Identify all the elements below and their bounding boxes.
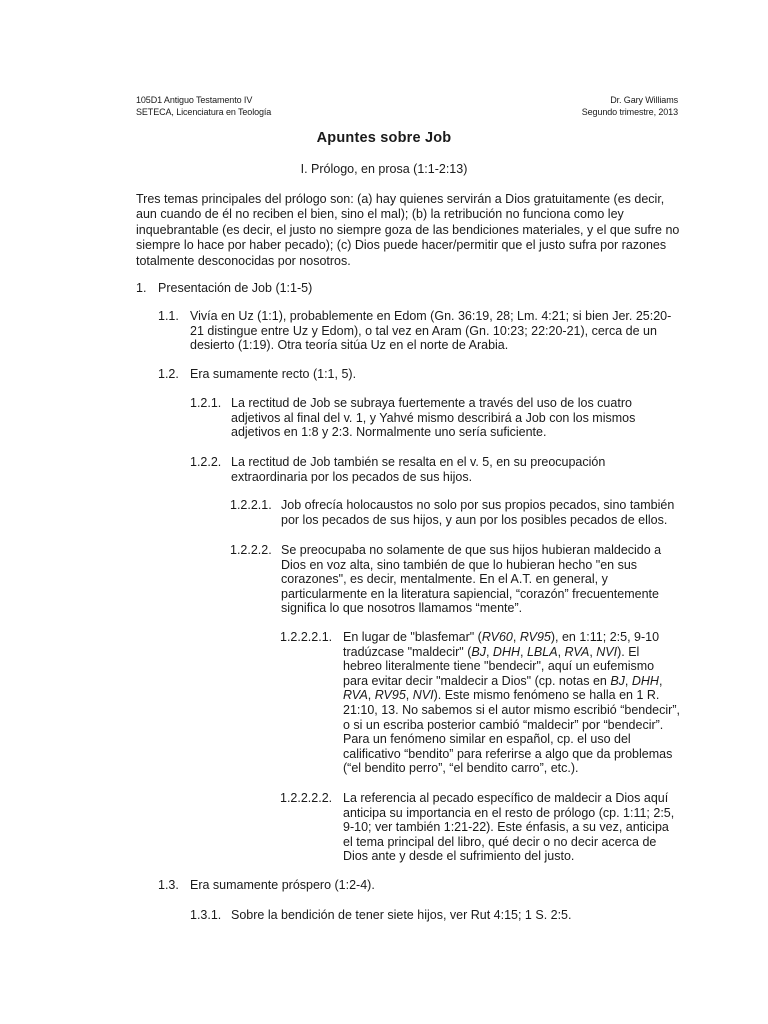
intro-paragraph: Tres temas principales del prólogo son: (a) hay quienes servirán a Dios gratuitamente (es decir, aun cuando de él no reciben el bien, sino el mal); (b) la retribución no funciona como ley inquebrantable (es decir, el justo no siempre goza de las bendiciones materiales, y el que sufre no siempre lo hace por haber pecado); (c) Dios puede hacer/permitir que el justo sufra por razones totalmente desconocidas por nosotros. [136, 192, 680, 268]
instructor-name: Dr. Gary Williams [610, 95, 678, 105]
item-text: Era sumamente recto (1:1, 5). [190, 367, 357, 381]
instructor-header [582, 94, 678, 118]
item-text: Job ofrecía holocaustos no solo por sus propios pecados, sino también por los pecados de sus hijos, y aun por los posibles pecados de ellos. [281, 498, 675, 527]
text-run: , [512, 630, 520, 644]
text-run: , [367, 688, 375, 703]
version-abbr: NVI [412, 688, 434, 703]
version-abbr: BJ [471, 644, 486, 659]
course-header [136, 94, 271, 118]
outline-item-1-2-2-2-2 [280, 791, 680, 864]
item-text: Vivía en Uz (1:1), probablemente en Edom (Gn. 36:19, 28; Lm. 4:21; si bien Jer. 25:20-21 distingue entre Uz y Edom), o tal vez en Aram (Gn. 10:23; 22:20-21), cerca de un desierto (1:19). Otra teoría sitúa Uz en el norte de Arabia. [190, 309, 672, 353]
item-text: La rectitud de Job se subraya fuertemente a través del uso de los cuatro adjetivos al final del v. 1, y Yahvé mismo describirá a Job con los mismos adjetivos en 1:8 y 2:3. Normalmente uno sería suficiente. [231, 396, 636, 440]
version-abbr: BJ [610, 673, 625, 688]
text-run: , [589, 644, 597, 659]
item-text: Presentación de Job (1:1-5) [158, 281, 313, 295]
text-run: , [520, 644, 527, 659]
version-abbr: RVA [343, 688, 368, 703]
text-run: En lugar de "blasfemar" ( [343, 630, 482, 644]
text-run: , [557, 644, 565, 659]
item-number: 1.2.2. [190, 455, 222, 469]
version-abbr: RV95 [374, 688, 406, 703]
item-text [343, 630, 680, 776]
outline-item-1-3-1 [190, 908, 650, 923]
outline-item-1-1 [158, 309, 681, 353]
text-run: , [624, 673, 632, 688]
outline-item-1-2-2-1 [230, 498, 676, 527]
version-abbr: DHH [492, 644, 521, 659]
outline-item-1 [136, 281, 681, 296]
item-text: Sobre la bendición de tener siete hijos, ver Rut 4:15; 1 S. 2:5. [231, 908, 572, 922]
text-run: , [658, 673, 663, 688]
text-run: , [485, 644, 493, 659]
item-number: 1.2.2.2. [230, 543, 272, 557]
version-abbr: RV95 [519, 630, 551, 644]
course-code: 105D1 Antiguo Testamento IV [136, 95, 253, 105]
item-number: 1.3.1. [190, 908, 222, 922]
outline-item-1-2-2 [190, 455, 650, 484]
item-number: 1.2.1. [190, 396, 222, 410]
item-number: 1.1. [158, 309, 179, 323]
item-text: Era sumamente próspero (1:2-4). [190, 878, 375, 892]
section-heading: I. Prólogo, en prosa (1:1-2:13) [300, 162, 468, 176]
item-text: Se preocupaba no solamente de que sus hijos hubieran maldecido a Dios en voz alta, sino también de que lo hubieran hecho "en sus corazones", es decir, mentalmente. En el A.T. en general, y particularmente en la literatura sapiencial, “corazón” frecuentemente significa lo que nosotros llamamos “mente”. [281, 543, 662, 616]
item-number: 1.2.2.2.2. [280, 791, 333, 805]
version-abbr: RVA [564, 644, 590, 659]
outline-item-1-2-2-2 [230, 543, 676, 616]
document-title: Apuntes sobre Job [316, 130, 452, 146]
item-text: La referencia al pecado específico de maldecir a Dios aquí anticipa su importancia en el resto de prólogo (cp. 1:11; 2:5, 9-10; ver también 1:21-22). Este énfasis, a su vez, anticipa el tema principal del libro, qué decir o no decir acerca de Dios ante y desde el sufrimiento del justo. [343, 791, 675, 864]
text-run: , [405, 688, 413, 703]
outline-item-1-2-2-2-1 [280, 630, 680, 776]
outline-item-1-2 [158, 367, 681, 382]
item-number: 1. [136, 281, 147, 295]
item-number: 1.2. [158, 367, 179, 381]
outline-item-1-3 [158, 878, 681, 893]
text-run: ), en 1:11; 2:5, 9-10 tradúzcase "maldecir" ( [343, 630, 660, 659]
version-abbr: RV60 [481, 630, 513, 644]
outline-item-1-2-1 [190, 396, 650, 440]
version-abbr: DHH [631, 673, 659, 688]
term: Segundo trimestre, 2013 [581, 107, 678, 117]
item-number: 1.2.2.1. [230, 498, 272, 512]
text-run: ). El hebreo literalmente tiene "bendecir", aquí un eufemismo para evitar decir "maldecir a Dios" (cp. notas en [343, 644, 655, 688]
text-run: ). Este mismo fenómeno se halla en 1 R. 21:10, 13. No sabemos si el autor mismo escribió “bendecir”, o si un escriba posterior cambió “maldecir” por “bendecir”. Para un fenómeno similar en español, cp. el uso del calificativo “bendito” para referirse a algo que da problemas (“el bendito perro”, “el bendito carro”, etc.). [343, 688, 680, 776]
item-number: 1.3. [158, 878, 179, 892]
version-abbr: LBLA [526, 644, 558, 659]
institution: SETECA, Licenciatura en Teología [136, 107, 272, 117]
item-number: 1.2.2.2.1. [280, 630, 333, 644]
item-text: La rectitud de Job también se resalta en el v. 5, en su preocupación extraordinaria por los pecados de sus hijos. [231, 455, 606, 484]
version-abbr: NVI [596, 644, 618, 659]
